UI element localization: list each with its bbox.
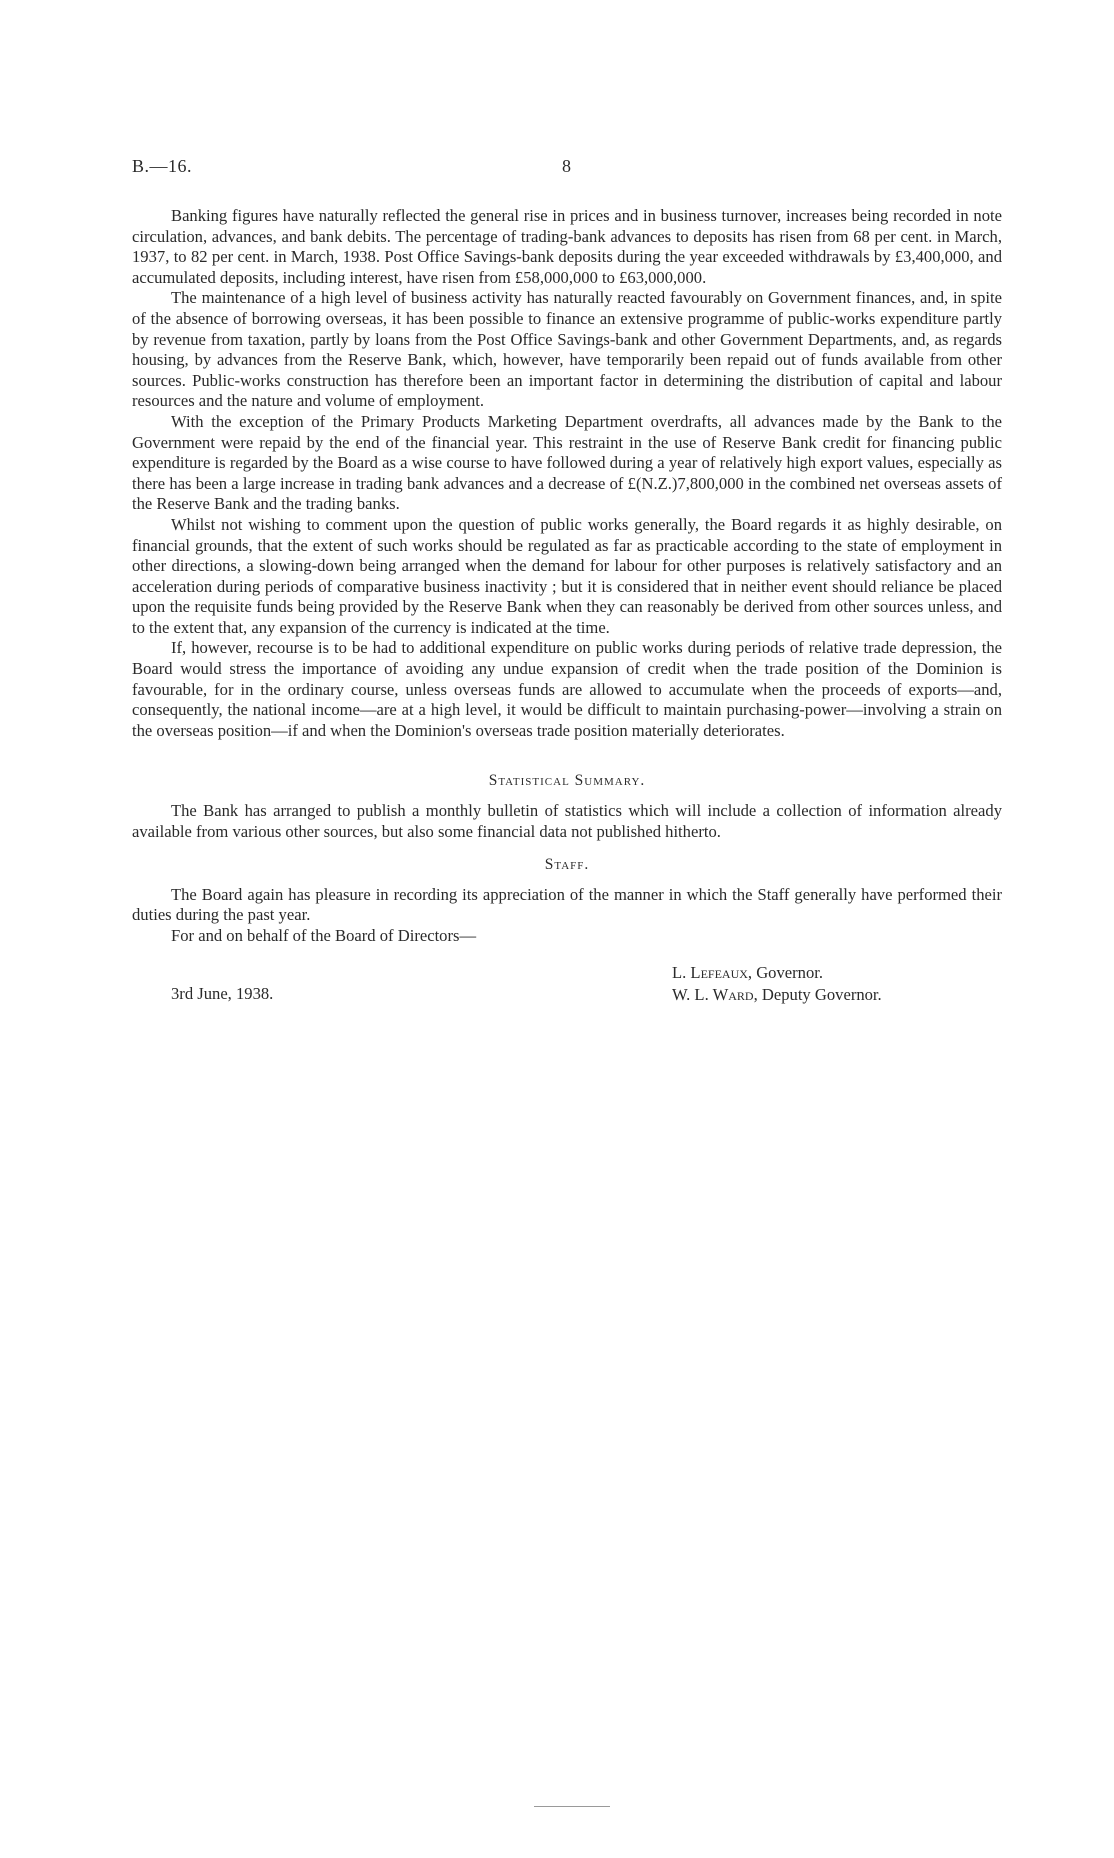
staff-heading: Staff. xyxy=(544,855,590,873)
paragraph-advances-repaid: With the exception of the Primary Products Marketing Department overdrafts, all advances made by the Bank to the Government were repaid by the end of the financial year. This restraint in the use of Reserve Bank credit for financing public expenditure is regarded by the Board as a wise course to have followed during a year of relatively high export values, especially as there has been a large increase in trading bank advances and a decrease of £(N.Z.)7,800,000 in the combined net overseas assets of the Reserve Bank and the trading banks. xyxy=(132,411,1002,514)
deputy-governor-name: W. L. Ward xyxy=(672,985,754,1005)
signatory-governor xyxy=(672,962,882,984)
governor-title: , Governor. xyxy=(747,963,824,983)
deputy-governor-title: , Deputy Governor. xyxy=(753,985,882,1005)
paragraph-banking: Banking figures have naturally reflected the general rise in prices and in business turnover, increases being recorded in note circulation, advances, and bank debits. The percentage of trading-bank advances to deposits has risen from 68 per cent. in March, 1937, to 82 per cent. in March, 1938. Post Office Savings-bank deposits during the year exceeded withdrawals by £3,400,000, and accumulated deposits, including interest, have risen from £58,000,000 to £63,000,000. xyxy=(132,206,1002,287)
staff-text: The Board again has pleasure in recording its appreciation of the manner in which the Staff generally have performed their duties during the past year. xyxy=(132,884,1002,925)
document-reference: B.—16. xyxy=(132,156,193,176)
signature-block xyxy=(132,958,1002,1006)
signing-date: 3rd June, 1938. xyxy=(171,984,274,1004)
signatory-deputy-governor xyxy=(672,984,882,1006)
paragraph-government-finances: The maintenance of a high level of business activity has naturally reacted favourably on Government finances, and, in spite of the absence of borrowing overseas, it has been possible to finance an extensive programme of public-works expenditure partly by revenue from taxation, partly by loans from the Post Office Savings-bank and other Government Departments, and, as regards housing, by advances from the Reserve Bank, which, however, have temporarily been repaid out of funds available from other sources. Public-works construction has therefore been an important factor in determining the distribution of capital and labour resources and the nature and volume of employment. xyxy=(132,288,1002,411)
paragraph-trade-depression: If, however, recourse is to be had to additional expenditure on public works during periods of relative trade depression, the Board would stress the importance of avoiding any undue expansion of credit when the trade position of the Dominion is favourable, for in the ordinary course, unless overseas funds are allowed to accumulate when the proceeds of exports—and, consequently, the national income—are at a high level, it would be difficult to maintain purchasing-power—involving a strain on the overseas position—if and when the Dominion's overseas trade position materially deteriorates. xyxy=(132,638,1002,740)
statistical-summary-text: The Bank has arranged to publish a monthly bulletin of statistics which will include a collection of information already available from various other sources, but also some financial data not published hitherto. xyxy=(132,801,1002,842)
paragraph-public-works: Whilst not wishing to comment upon the question of public works generally, the Board regards it as highly desirable, on financial grounds, that the extent of such works should be regulated as far as practicable according to the state of employment in other directions, a slowing-down being arranged when the demand for labour for other purposes is relatively satisfactory and an acceleration during periods of comparative business inactivity ; but it is considered that in neither event should reliance be placed upon the requisite funds being provided by the Reserve Bank when they can reasonably be derived from other sources unless, and to the extent that, any expansion of the currency is indicated at the time. xyxy=(132,514,1002,637)
statistical-summary-heading: Statistical Summary. xyxy=(488,772,646,790)
end-rule xyxy=(534,1806,610,1807)
on-behalf-line: For and on behalf of the Board of Directors— xyxy=(171,925,477,945)
governor-name: L. Lefeaux xyxy=(672,963,748,983)
document-body xyxy=(132,206,1002,1006)
page-header xyxy=(132,156,1002,182)
signatories xyxy=(672,962,882,1006)
page-number: 8 xyxy=(562,156,572,176)
